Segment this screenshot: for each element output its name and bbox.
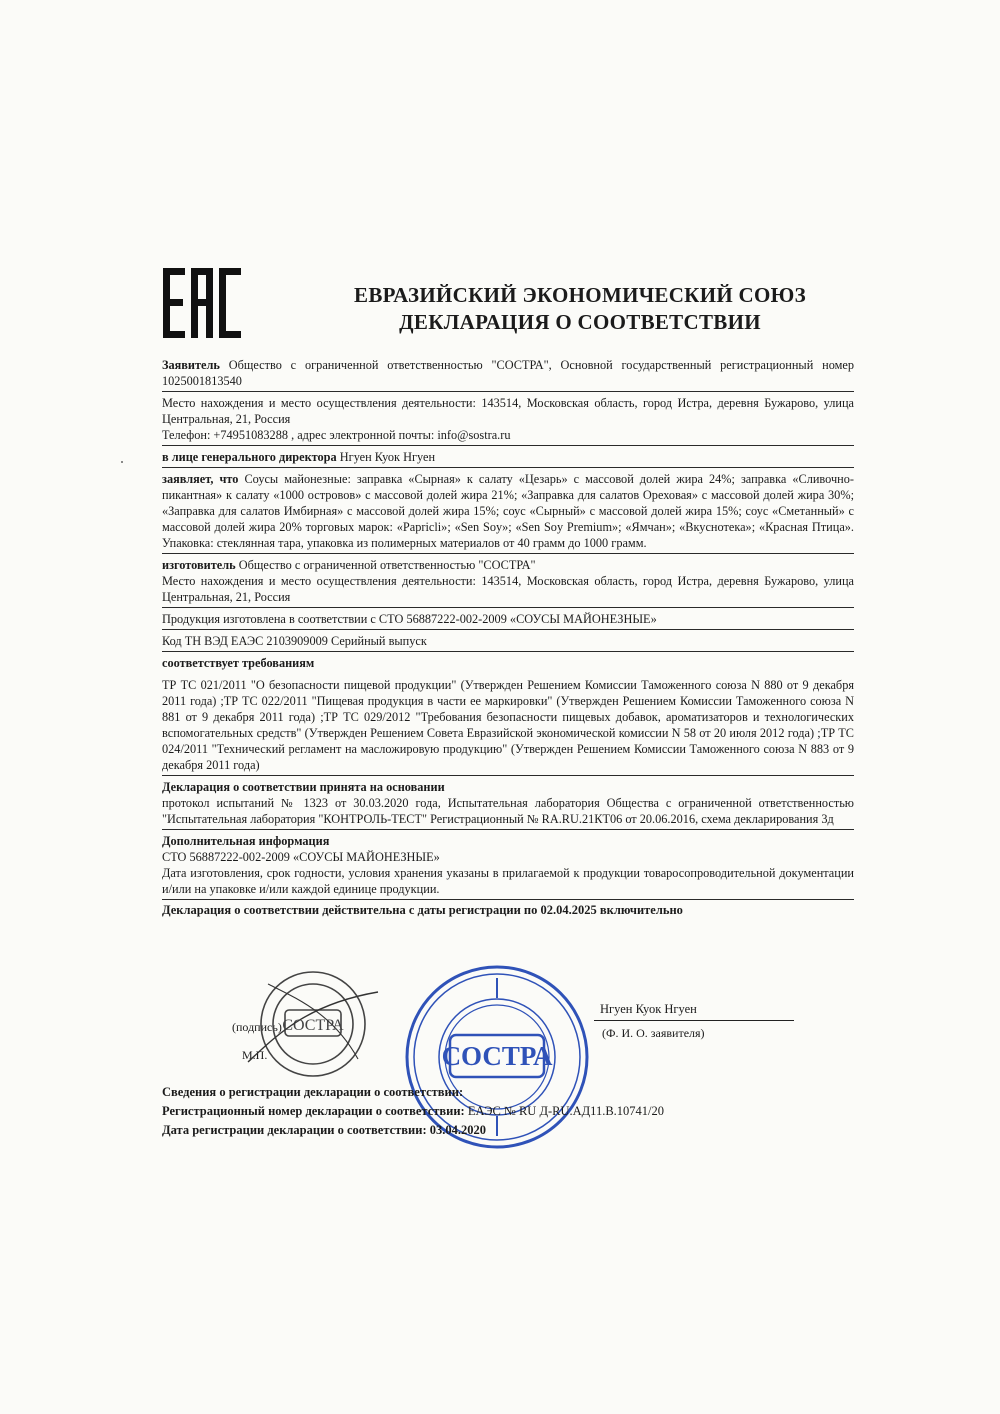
manufacturer-standard: Продукция изготовлена в соответствии с СТО 56887222-002-2009 «СОУСЫ МАЙОНЕЗНЫЕ» bbox=[162, 612, 657, 626]
declaration-title: ДЕКЛАРАЦИЯ О СООТВЕТСТВИИ bbox=[399, 310, 761, 334]
requirements-text: ТР ТС 021/2011 "О безопасности пищевой продукции" (Утвержден Решением Комиссии Таможенного союза N 880 от 9 декабря 2011 года) ;ТР ТС 022/2011 "Пищевая продукция в части ее маркировки" (Утвержден Решением Комиссии Таможенного союза N 881 от 9 декабря 2011 года) ;ТР ТС 029/2012 "Требования безопасности пищевых добавок, ароматизаторов и технологических вспомогательных средств" (Утвержден Решением Совета Евразийской экономической комиссии N 58 от 20 июля 2012 года) ;ТР ТС 024/2011 "Технический регламент на масложировую продукцию" (Утвержден Решением Комиссии Таможенного союза N 883 от 9 декабря 2011 года) bbox=[162, 678, 854, 772]
additional-standard: СТО 56887222-002-2009 «СОУСЫ МАЙОНЕЗНЫЕ» bbox=[162, 850, 440, 864]
declaration-body bbox=[162, 356, 854, 918]
standard-section bbox=[162, 610, 854, 630]
director-section bbox=[162, 448, 854, 468]
declares-section bbox=[162, 470, 854, 554]
basis-text: протокол испытаний № 1323 от 30.03.2020 года, Испытательная лаборатория Общества с ограниченной ответственностью "Испытательная лаборатория "КОНТРОЛЬ-ТЕСТ" Регистрационный № RA.RU.21КТ06 от 20.06.2016, схема декларирования 3д bbox=[162, 796, 854, 826]
basis-section bbox=[162, 778, 854, 830]
validity-statement: Декларация о соответствии действительна с даты регистрации по 02.04.2025 включительно bbox=[162, 903, 683, 917]
requirements-section bbox=[162, 654, 854, 776]
applicant-location: Место нахождения и место осуществления деятельности: 143514, Московская область, город Истра, деревня Бужарово, улица Центральная, 21, Россия bbox=[162, 396, 854, 426]
signer-caption: (Ф. И. О. заявителя) bbox=[602, 1026, 705, 1040]
applicant-section bbox=[162, 356, 854, 392]
scan-speck bbox=[121, 461, 123, 463]
document-header bbox=[300, 282, 860, 336]
additional-note: Дата изготовления, срок годности, условия хранения указаны в прилагаемой к продукции товаросопроводительной документации и/или на упаковке и/или каждой единице продукции. bbox=[162, 866, 854, 896]
registration-date: 03.04.2020 bbox=[429, 1123, 486, 1137]
declares-label: заявляет, что bbox=[162, 472, 239, 486]
big-stamp-center: СОСТРА bbox=[441, 1041, 553, 1071]
additional-label: Дополнительная информация bbox=[162, 834, 330, 848]
location-section bbox=[162, 394, 854, 446]
registration-date-label: Дата регистрации декларации о соответствии: bbox=[162, 1123, 427, 1137]
basis-label: Декларация о соответствии принята на основании bbox=[162, 780, 445, 794]
manufacturer-section bbox=[162, 556, 854, 608]
director-label: в лице генерального директора bbox=[162, 450, 337, 464]
manufacturer-label: изготовитель bbox=[162, 558, 236, 572]
registration-number-label: Регистрационный номер декларации о соответствии: bbox=[162, 1104, 465, 1118]
registration-title: Сведения о регистрации декларации о соответствии: bbox=[162, 1085, 464, 1099]
company-stamp-small bbox=[238, 964, 388, 1084]
declares-text: Соусы майонезные: заправка «Сырная» к салату «Цезарь» с массовой долей жира 24%; заправка «Сливочно-пикантная» к салату «1000 островов» с массовой долей жира 21%; «Заправка для салатов Ореховая» с массовой долей жира 30%; «Заправка для салатов Имбирная» с массовой долей жира 15%; соус «Сырный» с массовой долей жира 15%; соус «Сметанный» с массовой долей жира 20% торговых марок: «Papricli»; «Sen Soy»; «Sen Soy Premium»; «Ямчан»; «Вкуснотека»; «Красная Птица». Упаковка: стеклянная тара, упаковка из полимерных материалов от 40 грамм до 1000 грамм. bbox=[162, 472, 854, 550]
applicant-label: Заявитель bbox=[162, 358, 220, 372]
registration-info bbox=[162, 1083, 802, 1140]
small-stamp-center: СОСТРА bbox=[282, 1017, 344, 1034]
seal-place-label: М.П. bbox=[242, 1048, 268, 1062]
code-section bbox=[162, 632, 854, 652]
signer-name: Нгуен Куок Нгуен bbox=[600, 1002, 697, 1016]
eac-logo bbox=[163, 268, 241, 338]
applicant-contacts: Телефон: +74951083288 , адрес электронной почты: info@sostra.ru bbox=[162, 428, 511, 442]
manufacturer-location: Место нахождения и место осуществления деятельности: 143514, Московская область, город Истра, деревня Бужарово, улица Центральная, 21, Россия bbox=[162, 574, 854, 604]
signer-line bbox=[594, 1020, 794, 1021]
requirements-label: соответствует требованиям bbox=[162, 656, 315, 670]
director-name: Нгуен Куок Нгуен bbox=[339, 450, 436, 464]
signature-caption: (подпись) bbox=[232, 1020, 282, 1034]
tn-ved-code: Код ТН ВЭД ЕАЭС 2103909009 Серийный выпуск bbox=[162, 634, 427, 648]
registration-number: ЕАЭС № RU Д-RU.АД11.В.10741/20 bbox=[467, 1104, 665, 1118]
additional-section bbox=[162, 832, 854, 900]
union-title: ЕВРАЗИЙСКИЙ ЭКОНОМИЧЕСКИЙ СОЮЗ bbox=[354, 283, 806, 307]
manufacturer-text: Общество с ограниченной ответственностью "СОСТРА" bbox=[238, 558, 536, 572]
applicant-text: Общество с ограниченной ответственностью "СОСТРА", Основной государственный регистрационный номер 1025001813540 bbox=[162, 358, 854, 388]
